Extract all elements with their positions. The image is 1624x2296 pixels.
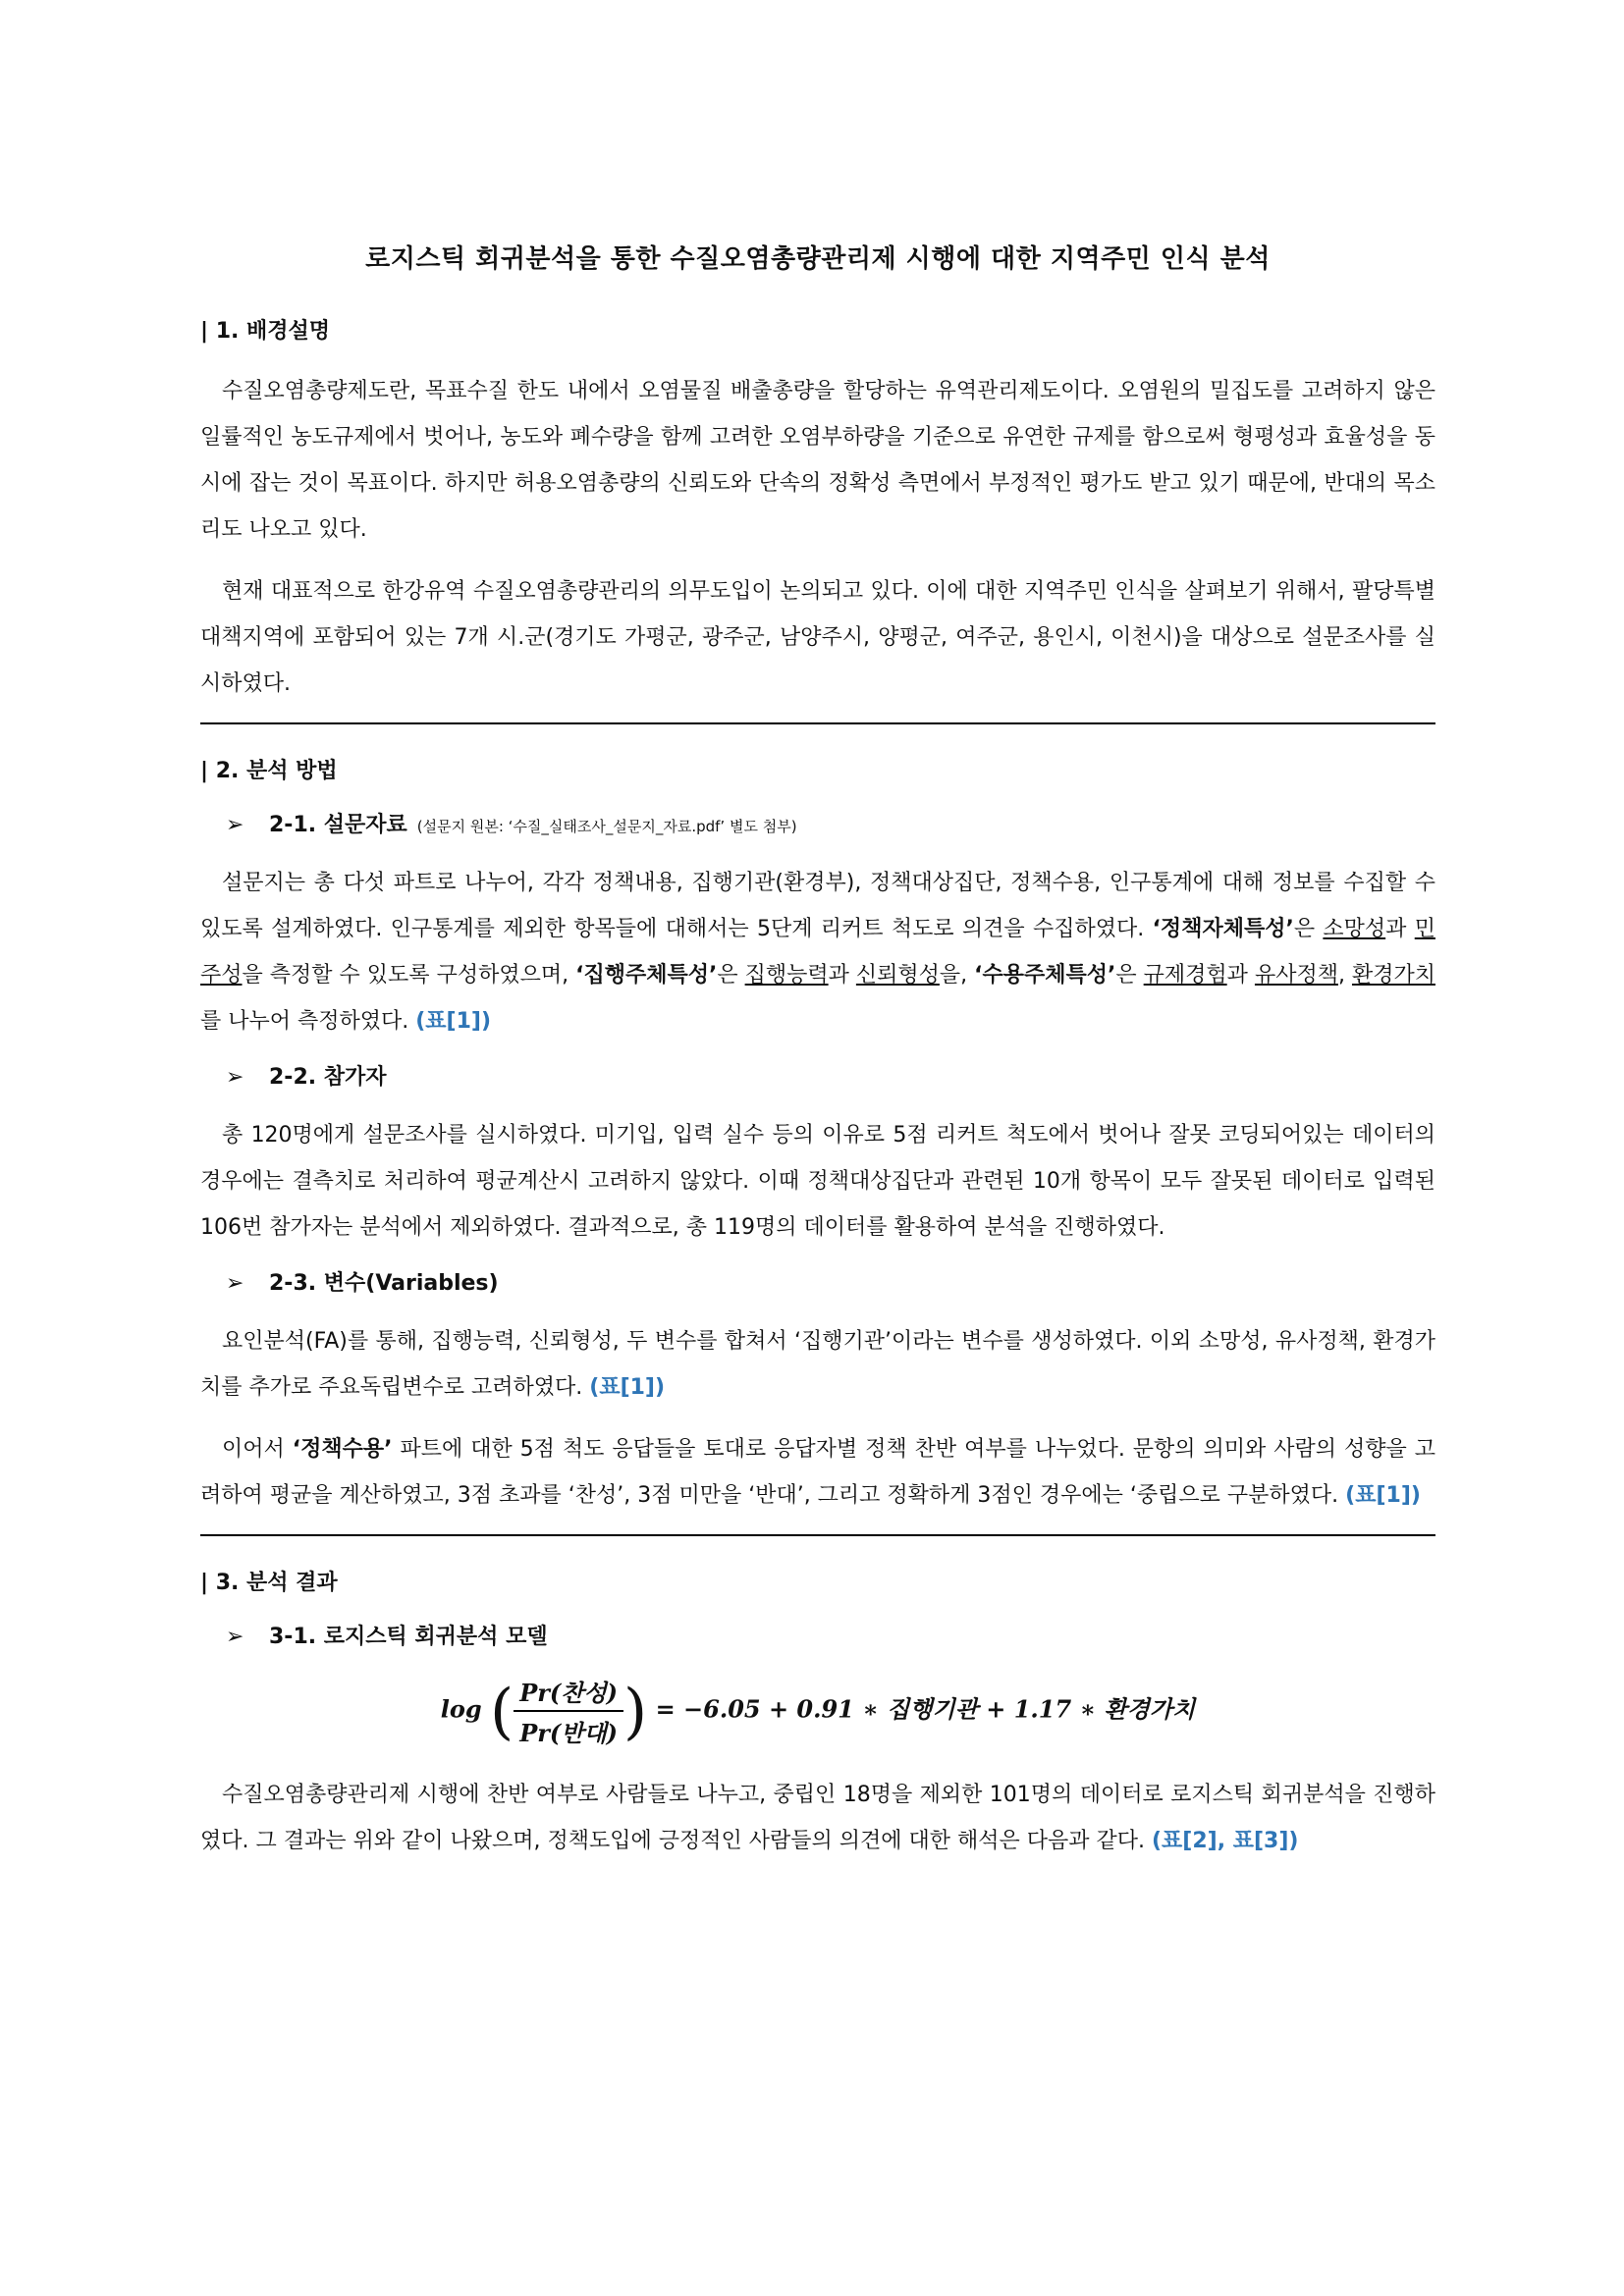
text-run: 은 <box>717 963 745 988</box>
document-page <box>200 221 1435 1880</box>
arrow-bullet-icon: ➢ <box>226 1065 244 1090</box>
arrow-bullet-icon: ➢ <box>226 813 244 837</box>
subsection-2-2-paragraph: 총 120명에게 설문조사를 실시하였다. 미기입, 입력 실수 등의 이유로 5점 리커트 척도에서 벗어나 잘못 코딩되어있는 데이터의 경우에는 결측치로 처리하여 평균계산시 고려하지 않았다. 이때 정책대상집단과 관련된 10개 항목이 모두 잘못된 데이터로 입력된 106번 참가자는 분석에서 제외하였다. 결과적으로, 총 119명의 데이터를 활용하여 분석을 진행하였다. <box>200 1123 1435 1240</box>
subsection-note: (설문지 원본: ‘수질_실태조사_설문지_자료.pdf’ 별도 첨부) <box>416 818 797 835</box>
subsection-label: 2-3. 변수(Variables) <box>269 1271 499 1296</box>
underlined-term: 신뢰형성 <box>855 963 940 988</box>
equation-numerator: Pr(찬성) <box>514 1672 623 1712</box>
underlined-term: 환경가치 <box>1351 963 1435 988</box>
subsection-label: 2-1. 설문자료 <box>269 813 407 837</box>
table-reference-link[interactable]: (표[1]) <box>415 1009 492 1034</box>
section-1-heading: | 1. 배경설명 <box>200 319 331 344</box>
text-run: , <box>1337 963 1352 988</box>
underlined-term: 집행능력 <box>744 963 829 988</box>
underlined-term: 민주성 <box>200 917 1435 988</box>
right-paren: ) <box>623 1675 648 1747</box>
bold-term: ‘집행주체특성’ <box>575 963 718 988</box>
bold-term: ‘정책자체특성’ <box>1152 917 1294 941</box>
section-1-paragraph-1: 수질오염총량제도란, 목표수질 한도 내에서 오염물질 배출총량을 할당하는 유역관리제도이다. 오염원의 밀집도를 고려하지 않은 일률적인 농도규제에서 벗어나, 농도와 폐수량을 함께 고려한 오염부하량을 기준으로 유연한 규제를 함으로써 형평성과 효율성을 동시에 잡는 것이 목표이다. 하지만 허용오염총량의 신뢰도와 단속의 정확성 측면에서 부정적인 평가도 받고 있기 때문에, 반대의 목소리도 나오고 있다. <box>200 379 1435 542</box>
section-divider <box>200 722 1435 724</box>
underlined-term: 규제경험 <box>1143 963 1227 988</box>
equation-fraction <box>514 1672 623 1750</box>
left-paren: ( <box>490 1675 514 1747</box>
subsection-3-1-heading <box>226 1620 1435 1650</box>
regression-equation <box>200 1672 1435 1750</box>
text-run: 은 <box>1115 963 1144 988</box>
text-run: 를 나누어 측정하였다. <box>200 1009 416 1034</box>
subsection-2-1-heading <box>226 808 1435 838</box>
underlined-term: 소망성 <box>1323 917 1386 941</box>
section-1-paragraph-2: 현재 대표적으로 한강유역 수질오염총량관리의 의무도입이 논의되고 있다. 이에 대한 지역주민 인식을 살펴보기 위해서, 팔당특별대책지역에 포함되어 있는 7개 시.군(경기도 가평군, 광주군, 남양주시, 양평군, 여주군, 용인시, 이천시)을 대상으로 설문조사를 실시하였다. <box>200 579 1435 696</box>
document-title: 로지스틱 회귀분석을 통한 수질오염총량관리제 시행에 대한 지역주민 인식 분석 <box>365 244 1271 274</box>
text-run: 과 <box>1385 917 1415 941</box>
table-reference-link[interactable]: (표[2], 표[3]) <box>1151 1829 1299 1853</box>
text-run: 은 <box>1293 917 1324 941</box>
bold-term: ‘정책수용’ <box>292 1437 393 1462</box>
text-run: 과 <box>828 963 856 988</box>
subsection-label: 3-1. 로지스틱 회귀분석 모델 <box>269 1625 548 1649</box>
subsection-3-1-paragraph <box>200 1772 1435 1864</box>
section-2-heading: | 2. 분석 방법 <box>200 759 338 783</box>
subsection-2-3-paragraph-1 <box>200 1318 1435 1411</box>
arrow-bullet-icon: ➢ <box>226 1625 244 1649</box>
text-run: 이어서 <box>222 1437 293 1462</box>
text-run: 을, <box>939 963 975 988</box>
text-run: 과 <box>1226 963 1255 988</box>
equation-rhs: = −6.05 + 0.91 ∗ 집행기관 + 1.17 ∗ 환경가치 <box>655 1694 1196 1724</box>
table-reference-link[interactable]: (표[1]) <box>589 1375 666 1400</box>
section-3-heading: | 3. 분석 결과 <box>200 1571 338 1595</box>
text-run: 파트에 대한 5점 척도 응답들을 토대로 응답자별 정책 찬반 여부를 나누었다. 문항의 의미와 사람의 성향을 고려하여 평균을 계산하였고, 3점 초과를 ‘찬성’, 3점 미만을 ‘반대’, 그리고 정확하게 3점인 경우에는 ‘중립으로 구분하였다. <box>200 1437 1435 1508</box>
text-run: 을 측정할 수 있도록 구성하였으며, <box>242 963 576 988</box>
subsection-2-3-heading <box>226 1266 1435 1297</box>
equation-denominator: Pr(반대) <box>519 1719 619 1747</box>
text-run: 요인분석(FA)를 통해, 집행능력, 신뢰형성, 두 변수를 합쳐서 ‘집행기관’이라는 변수를 생성하였다. 이외 소망성, 유사정책, 환경가치를 추가로 주요독립변수로 고려하였다. <box>200 1329 1435 1400</box>
bold-term: ‘수용주체특성’ <box>974 963 1116 988</box>
arrow-bullet-icon: ➢ <box>226 1271 244 1296</box>
underlined-term: 유사정책 <box>1254 963 1338 988</box>
subsection-2-2-heading <box>226 1060 1435 1091</box>
table-reference-link[interactable]: (표[1]) <box>1345 1483 1421 1508</box>
text-run: 설문지는 총 다섯 파트로 나누어, 각각 정책내용, 집행기관(환경부), 정책대상집단, 정책수용, 인구통계에 대해 정보를 수집할 수 있도록 설계하였다. 인구통계를 제외한 항목들에 대해서는 5단계 리커트 척도로 의견을 수집하였다. <box>200 871 1435 941</box>
subsection-2-1-paragraph <box>200 860 1435 1044</box>
text-run: 수질오염총량관리제 시행에 찬반 여부로 사람들로 나누고, 중립인 18명을 제외한 101명의 데이터로 로지스틱 회귀분석을 진행하였다. 그 결과는 위와 같이 나왔으며, 정책도입에 긍정적인 사람들의 의견에 대한 해석은 다음과 같다. <box>200 1783 1435 1853</box>
subsection-2-3-paragraph-2 <box>200 1426 1435 1519</box>
equation-log: log <box>440 1694 482 1724</box>
section-divider <box>200 1534 1435 1536</box>
subsection-label: 2-2. 참가자 <box>269 1065 387 1090</box>
